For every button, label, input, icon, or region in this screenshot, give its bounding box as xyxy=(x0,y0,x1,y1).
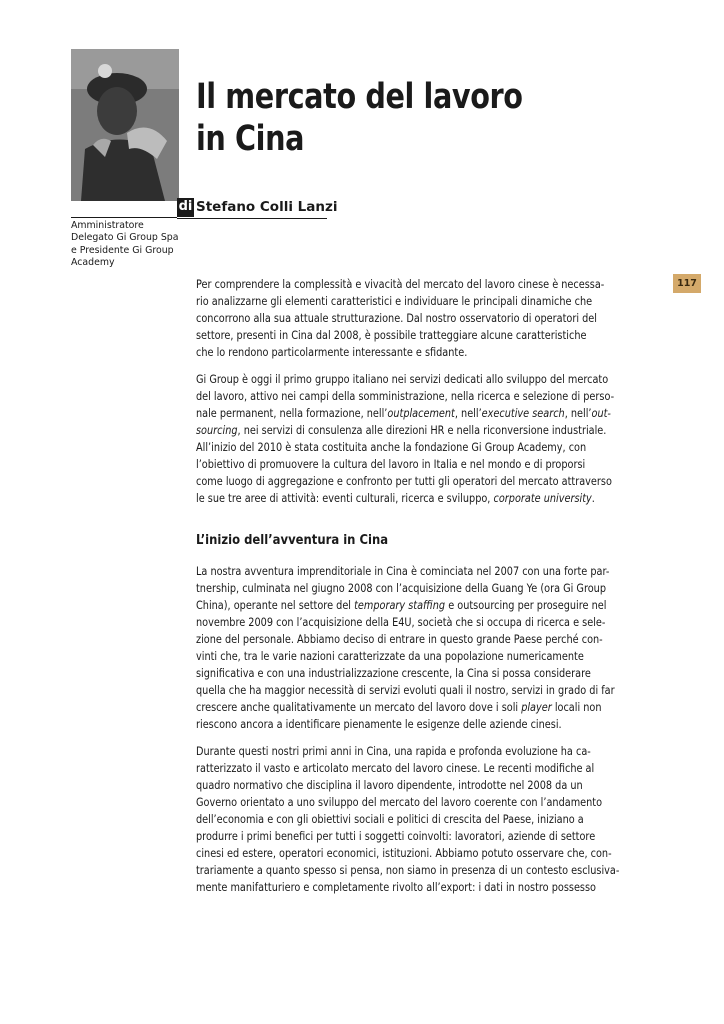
author-role-line: e Presidente Gi Group xyxy=(71,244,174,256)
body-line: del lavoro, attivo nei campi della somministrazione, nella ricerca e selezione di perso- xyxy=(196,390,615,403)
article-title-line: in Cina xyxy=(196,119,305,159)
body-line: dell’economia e con gli obiettivi sociali e politici di crescita del Paese, iniziano a xyxy=(196,813,584,826)
body-line: China), operante nel settore del temporary staffing e outsourcing per proseguire nel xyxy=(196,599,607,612)
byline-prefix: di xyxy=(177,198,194,217)
body-line: che lo rendono particolarmente interessante e sfidante. xyxy=(196,346,468,359)
body-line: trariamente a quanto spesso si pensa, non siamo in presenza di un contesto esclusiva- xyxy=(196,864,620,877)
page-number: 117 xyxy=(673,274,701,293)
body-line: novembre 2009 con l’acquisizione della E4U, società che si occupa di ricerca e sele- xyxy=(196,616,606,629)
author-role xyxy=(71,220,181,270)
article-title xyxy=(196,76,557,160)
body-line: sourcing, nei servizi di consulenza alle direzioni HR e nella riconversione industriale. xyxy=(196,424,607,437)
section-heading: L’inizio dell’avventura in Cina xyxy=(196,532,389,548)
body-line: zione del personale. Abbiamo deciso di entrare in questo grande Paese perché con- xyxy=(196,633,603,646)
body-line: rio analizzarne gli elementi caratteristici e individuare le principali dinamiche che xyxy=(196,295,593,308)
body-line: l’obiettivo di promuovere la cultura del lavoro in Italia e nel mondo e di proporsi xyxy=(196,458,586,471)
body-line: produrre i primi benefici per tutti i soggetti coinvolti: lavoratori, aziende di settore xyxy=(196,830,596,843)
author-role-line: Academy xyxy=(71,257,115,269)
author-role-line: Delegato Gi Group Spa xyxy=(71,232,179,244)
author-name: Stefano Colli Lanzi xyxy=(196,199,338,215)
miner-portrait-image xyxy=(71,49,179,201)
body-line: ratterizzato il vasto e articolato mercato del lavoro cinese. Le recenti modifiche al xyxy=(196,762,595,775)
author-role-line: Amministratore xyxy=(71,220,144,231)
body-line: Per comprendere la complessità e vivacità del mercato del lavoro cinese è necessa- xyxy=(196,278,605,291)
body-line: cinesi ed estere, operatori economici, istituzioni. Abbiamo potuto osservare che, con- xyxy=(196,847,612,860)
body-line: mente manifatturiero e completamente rivolto all’export: i dati in nostro possesso xyxy=(196,881,596,894)
byline-rule xyxy=(71,217,177,218)
author-photo xyxy=(71,49,179,201)
body-line: nale permanent, nella formazione, nell’outplacement, nell’executive search, nell’out- xyxy=(196,407,611,420)
body-line: Gi Group è oggi il primo gruppo italiano nei servizi dedicati allo sviluppo del mercato xyxy=(196,373,609,386)
body-line: le sue tre aree di attività: eventi culturali, ricerca e sviluppo, corporate university. xyxy=(196,492,595,505)
article-title-line: Il mercato del lavoro xyxy=(196,77,523,117)
body-line: concorrono alla sua attuale strutturazione. Dal nostro osservatorio di operatori del xyxy=(196,312,597,325)
body-line: Governo orientato a uno sviluppo del mercato del lavoro coerente con l’andamento xyxy=(196,796,603,809)
body-line: settore, presenti in Cina dal 2008, è possibile tratteggiare alcune caratteristiche xyxy=(196,329,587,342)
body-line: La nostra avventura imprenditoriale in Cina è cominciata nel 2007 con una forte par- xyxy=(196,565,610,578)
body-line: come luogo di aggregazione e confronto per tutti gli operatori del mercato attraverso xyxy=(196,475,612,488)
body-line: vinti che, tra le varie nazioni caratterizzate da una popolazione numericamente xyxy=(196,650,584,663)
byline xyxy=(177,198,338,219)
body-line: tnership, culminata nel giugno 2008 con l’acquisizione della Guang Ye (ora Gi Group xyxy=(196,582,607,595)
body-line: quella che ha maggior necessità di servizi evoluti quali il nostro, servizi in grado di far xyxy=(196,684,615,697)
body-line: significativa e con una industrializzazione crescente, la Cina si possa considerare xyxy=(196,667,591,680)
body-line: quadro normativo che disciplina il lavoro dipendente, introdotte nel 2008 da un xyxy=(196,779,583,792)
body-line: crescere anche qualitativamente un mercato del lavoro dove i soli player locali non xyxy=(196,701,602,714)
body-line: Durante questi nostri primi anni in Cina, una rapida e profonda evoluzione ha ca- xyxy=(196,745,591,758)
body-line: riescono ancora a identificare pienamente le esigenze delle aziende cinesi. xyxy=(196,718,562,731)
body-line: All’inizio del 2010 è stata costituita anche la fondazione Gi Group Academy, con xyxy=(196,441,587,454)
